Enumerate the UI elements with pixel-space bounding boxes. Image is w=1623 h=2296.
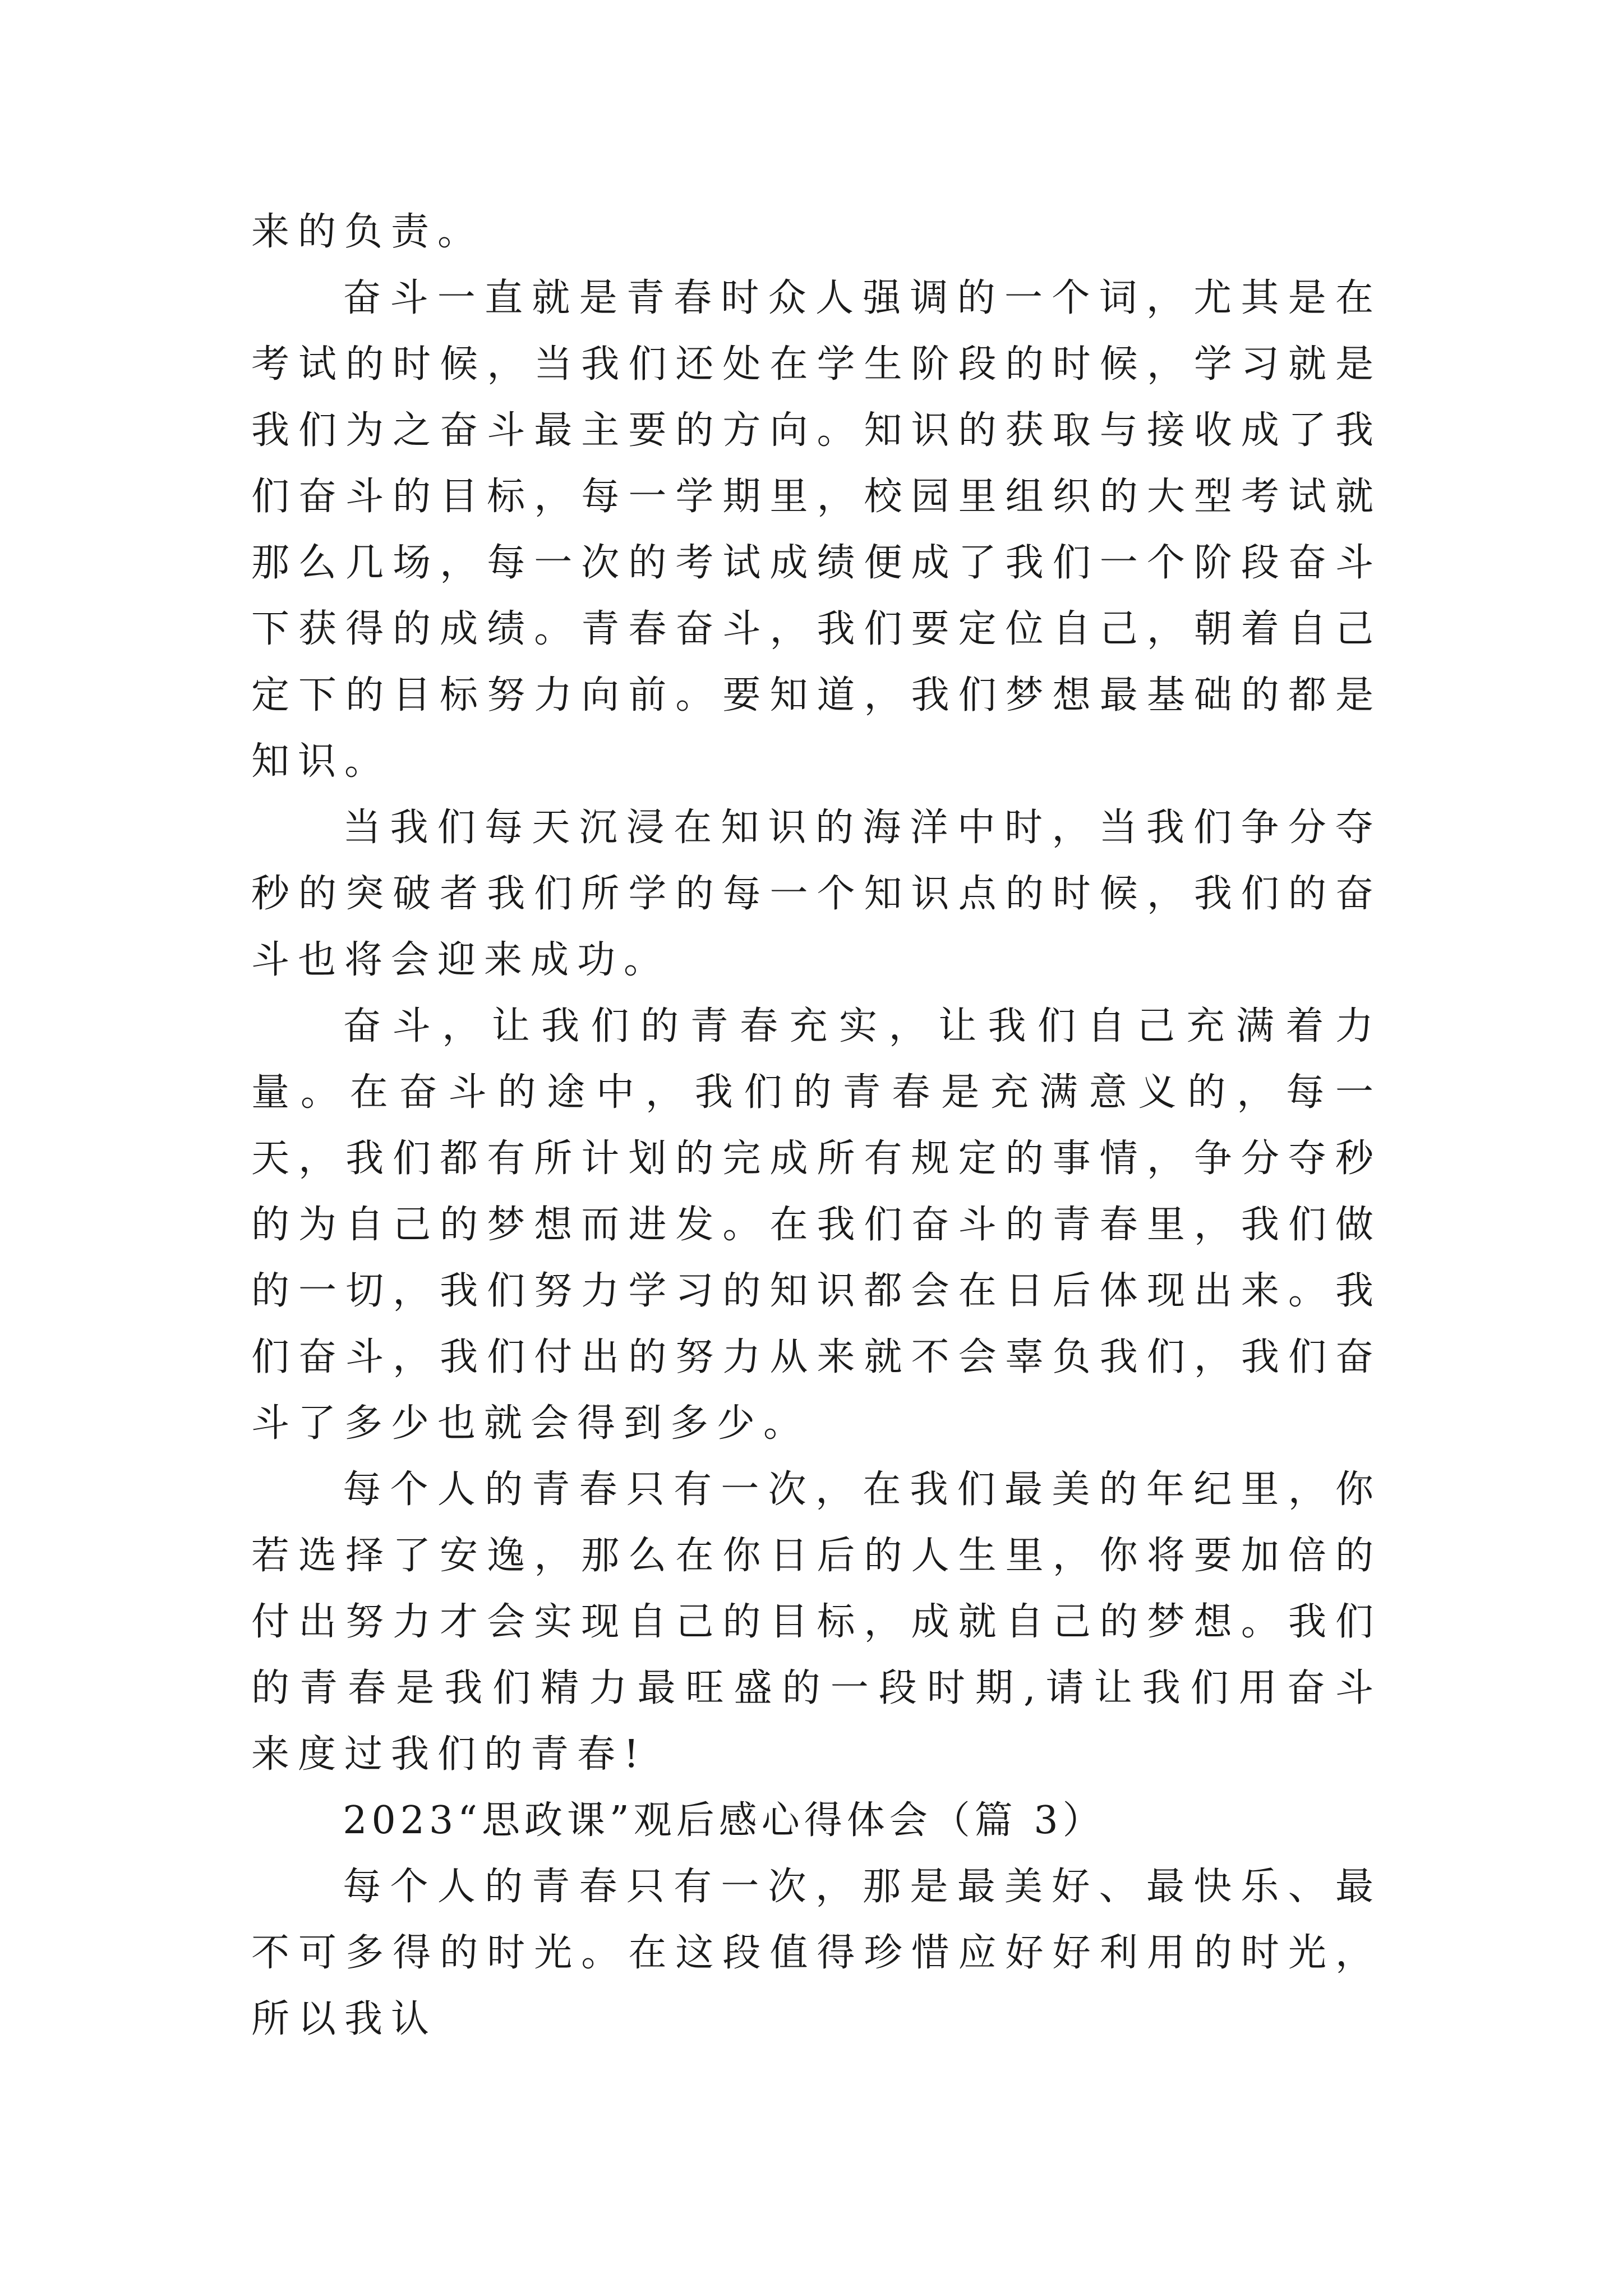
paragraph-youth-once: 每个人的青春只有一次，在我们最美的年纪里，你若选择了安逸，那么在你日后的人生里，你将要加倍的付出努力才会实现自己的目标，成就自己的梦想。我们的青春是我们精力最旺盛的一段时期,请让我们用奋斗来度过我们的青春! [251,1467,1382,1777]
document-body [251,199,1382,2053]
section-heading: 2023“思政课”观后感心得体会（篇 3） [343,1798,1105,1843]
paragraph-struggle: 奋斗一直就是青春时众人强调的一个词，尤其是在考试的时候，当我们还处在学生阶段的时候，学习就是我们为之奋斗最主要的方向。知识的获取与接收成了我们奋斗的目标，每一学期里，校园里组织的大型考试就那么几场，每一次的考试成绩便成了我们一个阶段奋斗下获得的成绩。青春奋斗，我们要定位自己，朝着自己定下的目标努力向前。要知道，我们梦想最基础的都是知识。 [251,276,1382,784]
paragraph-precious-time: 每个人的青春只有一次，那是最美好、最快乐、最不可多得的时光。在这段值得珍惜应好好利用的时光，所以我认 [251,1865,1382,2041]
paragraph-fulfilling-youth: 奋斗，让我们的青春充实，让我们自己充满着力量。在奋斗的途中，我们的青春是充满意义的，每一天，我们都有所计划的完成所有规定的事情，争分夺秒的为自己的梦想而进发。在我们奋斗的青春里，我们做的一切，我们努力学习的知识都会在日后体现出来。我们奋斗，我们付出的努力从来就不会辜负我们，我们奋斗了多少也就会得到多少。 [251,1004,1382,1446]
paragraph-knowledge-ocean: 当我们每天沉浸在知识的海洋中时，当我们争分夺秒的突破者我们所学的每一个知识点的时候，我们的奋斗也将会迎来成功。 [251,806,1382,982]
continuation-paragraph: 来的负责。 [251,210,485,254]
